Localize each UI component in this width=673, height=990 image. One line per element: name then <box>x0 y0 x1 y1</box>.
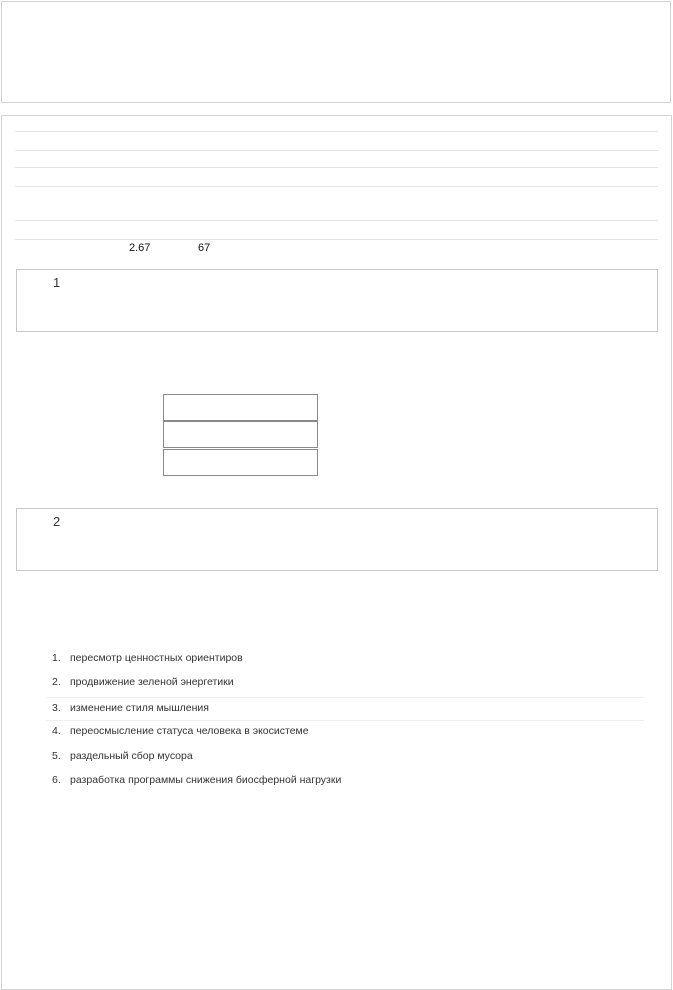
option-text: разработка программы снижения биосферной нагрузки <box>70 773 342 786</box>
stat-value-b: 67 <box>198 242 211 254</box>
list-item <box>46 721 644 745</box>
option-number: 4. <box>52 725 61 738</box>
option-number: 2. <box>52 676 61 689</box>
divider <box>15 167 658 168</box>
list-item <box>46 648 644 672</box>
question-number: 2 <box>53 514 61 529</box>
answer-input-2[interactable] <box>163 421 318 448</box>
answer-options-list <box>46 648 644 794</box>
header-panel <box>1 1 671 103</box>
divider <box>15 186 658 187</box>
divider <box>15 131 658 132</box>
answer-input-3[interactable] <box>163 449 318 476</box>
list-item <box>46 770 644 794</box>
stat-value-a: 2.67 <box>129 242 151 254</box>
option-number: 5. <box>52 749 61 762</box>
question-block-1 <box>16 269 658 332</box>
option-text: раздельный сбор мусора <box>70 749 193 762</box>
list-item <box>46 697 644 721</box>
option-text: пересмотр ценностных ориентиров <box>70 652 243 664</box>
option-text: изменение стиля мышления <box>70 701 209 714</box>
list-item <box>46 746 644 770</box>
list-item <box>46 672 644 696</box>
option-number: 6. <box>52 773 61 786</box>
divider <box>15 150 658 151</box>
divider <box>15 239 658 240</box>
option-number: 3. <box>52 701 61 714</box>
option-number: 1. <box>52 652 61 664</box>
question-block-2 <box>16 508 658 571</box>
question-number: 1 <box>53 275 61 290</box>
answer-input-1[interactable] <box>163 394 318 421</box>
option-text: переосмысление статуса человека в экосистеме <box>70 725 309 738</box>
option-text: продвижение зеленой энергетики <box>70 676 234 689</box>
divider <box>15 220 658 221</box>
